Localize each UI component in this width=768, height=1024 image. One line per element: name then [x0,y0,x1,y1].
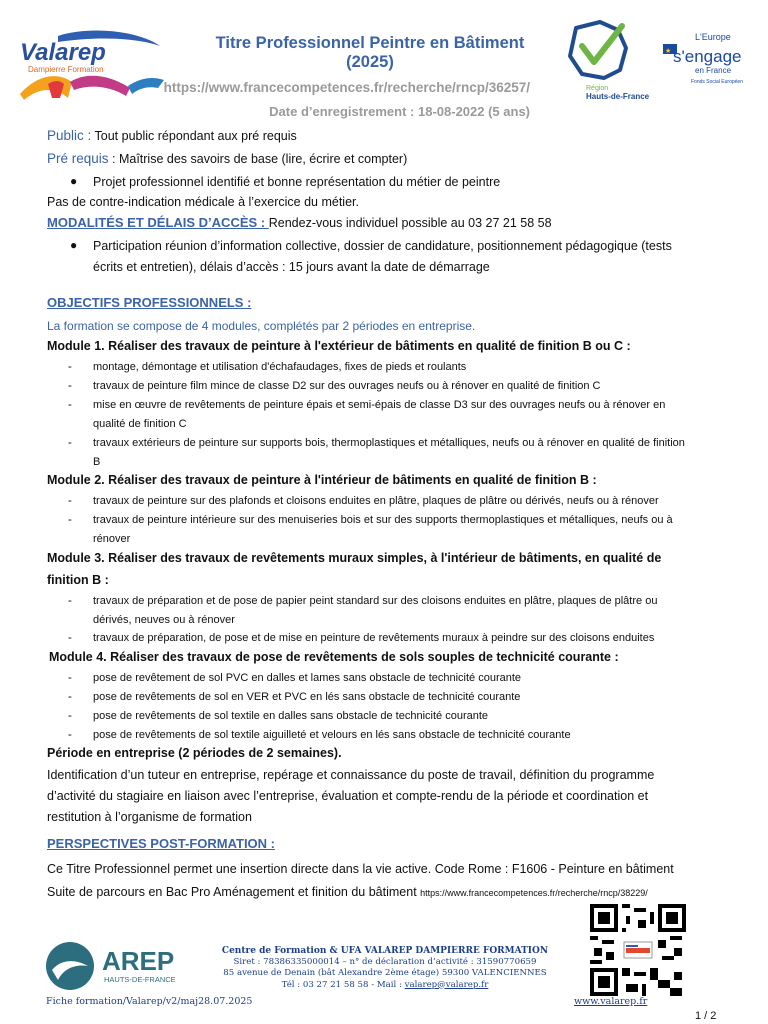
bullet-dot: ● [70,238,78,252]
document-title [170,34,570,72]
svg-text:Hauts-de-France: Hauts-de-France [586,92,650,101]
modalites-text: Rendez-vous individuel possible au 03 27 21 58 58 [268,216,552,230]
svg-text:Fonds Social Européen: Fonds Social Européen [691,79,743,85]
objectifs-intro: La formation se compose de 4 modules, complétés par 2 périodes en entreprise. [47,319,476,333]
dash-bullet: - [68,729,72,741]
periode-line: d’activité du stagiaire en liaison avec l’entreprise, évaluation et compte-rendu de la période et coordination et [47,789,649,803]
rncp-link[interactable]: https://www.francecompetences.fr/recherche/rncp/36257/ [163,80,530,95]
dash-bullet: - [68,514,72,526]
module-3-item-cont: dérivés, neuves ou à rénover [93,614,235,626]
public-line [47,128,297,144]
modalites-line [47,215,552,231]
periode-title: Période en entreprise (2 périodes de 2 semaines). [47,746,342,760]
module-3-title-line-2: finition B : [47,573,109,587]
prerequis-text: : Maîtrise des savoirs de base (lire, écrire et compter) [108,152,408,166]
svg-text:AREP: AREP [102,946,175,976]
periode-line: restitution à l’organisme de formation [47,810,252,824]
dash-bullet: - [68,380,72,392]
dash-bullet: - [68,361,72,373]
region-hauts-de-france-logo [560,18,650,102]
module-1-item: mise en œuvre de revêtements de peinture épais et semi-épais de classe D3 sur des ouvrages neufs ou à rénover en [93,399,666,411]
svg-text:L'Europe: L'Europe [695,32,731,42]
svg-text:s'engage: s'engage [673,47,742,66]
dash-bullet: - [68,399,72,411]
public-text: Tout public répondant aux pré requis [91,129,297,143]
dash-bullet: - [68,632,72,644]
footer-address: 85 avenue de Denain (bât Alexandre 2ème étage) 59300 VALENCIENNES [223,968,547,979]
footer-contact [215,980,555,991]
modalites-bullet-line-2: écrits et entretien), délais d’accès : 15 jours avant la date de démarrage [93,260,490,274]
module-4-item: pose de revêtements de sol textile en dalles sans obstacle de technicité courante [93,710,489,722]
footer-website-link[interactable]: www.valarep.fr [574,996,648,1007]
arep-logo [44,940,204,992]
dash-bullet: - [68,595,72,607]
footer-siret: Siret : 78386335000014 – n° de déclaration d’activité : 31590770659 [233,957,537,968]
perspectives-line-1: Ce Titre Professionnel permet une insertion directe dans la vie active. Code Rome : F1606 - Peinture en bâtiment [47,862,674,876]
footer-fiche-version: Fiche formation/Valarep/v2/maj28.07.2025 [46,996,253,1007]
dash-bullet: - [68,691,72,703]
module-1-item: travaux extérieurs de peinture sur supports bois, thermoplastiques et métalliques, neufs ou à rénover en qualité de finition [93,437,685,449]
footer-mail-link[interactable]: valarep@valarep.fr [404,979,489,990]
dash-bullet: - [68,495,72,507]
module-3-item: travaux de préparation et de pose de papier peint standard sur des cloisons enduites en plâtre, plaques de plâtre ou [93,595,658,607]
module-3-title-line-1: Module 3. Réaliser des travaux de revêtements muraux simples, à l'intérieur de bâtiments, en qualité de [47,551,662,565]
qr-code [590,904,686,996]
module-2-title: Module 2. Réaliser des travaux de peinture à l'intérieur de bâtiments en qualité de finition B : [47,473,597,487]
bullet-dot: ● [70,174,78,188]
perspectives-line-2 [47,884,648,901]
title-line-1: Titre Professionnel Peintre en Bâtiment [215,34,525,52]
modalites-bullet-line-1: Participation réunion d’information collective, dossier de candidature, positionnement pédagogique (tests [93,239,672,253]
module-2-item-cont: rénover [93,533,131,545]
europe-engage-logo [655,30,745,90]
svg-text:Valarep: Valarep [20,39,106,66]
module-4-title: Module 4. Réaliser des travaux de pose de revêtements de sols souples de technicité courante : [49,650,619,664]
svg-text:Région: Région [586,85,609,92]
prerequis-line [47,151,407,167]
perspectives-text: Suite de parcours en Bac Pro Aménagement et finition du bâtiment [47,885,421,899]
footer-center-title: Centre de Formation & UFA VALAREP DAMPIERRE FORMATION [221,946,549,956]
periode-line: Identification d’un tuteur en entreprise, repérage et connaissance du poste de travail, définition du programme [47,768,655,782]
public-label: Public : [47,128,92,143]
module-3-item: travaux de préparation, de pose et de mise en peinture de revêtements muraux à peindre sur des cloisons enduites [93,632,655,644]
objectifs-heading: OBJECTIFS PROFESSIONNELS : [47,295,252,310]
contre-indication: Pas de contre-indication médicale à l’exercice du métier. [47,195,359,209]
module-2-item: travaux de peinture intérieure sur des menuiseries bois et sur des supports thermoplastiques et métalliques, neufs ou à [93,514,673,526]
title-line-2: (2025) [346,53,394,71]
rncp-38229-link[interactable]: https://www.francecompetences.fr/recherche/rncp/38229/ [420,888,648,898]
module-1-item: travaux de peinture film mince de classe D2 sur des ouvrages neufs ou à rénover en qualité de finition C [93,380,601,392]
module-1-item: montage, démontage et utilisation d'échafaudages, fixes de pieds et roulants [93,361,467,373]
registration-date: Date d’enregistrement : 18-08-2022 (5 ans) [269,104,530,119]
footer-contact-info [215,946,555,991]
module-1-item-cont: B [93,456,101,468]
module-1-title: Module 1. Réaliser des travaux de peinture à l'extérieur de bâtiments en qualité de finition B ou C : [47,339,631,353]
dash-bullet: - [68,710,72,722]
prerequis-bullet: Projet professionnel identifié et bonne représentation du métier de peintre [93,175,501,189]
prerequis-label: Pré requis [47,151,109,166]
page-number: 1 / 2 [695,1010,717,1022]
footer-tel: Tél : 03 27 21 58 58 - Mail : [281,979,405,990]
module-4-item: pose de revêtement de sol PVC en dalles et lames sans obstacle de technicité courante [93,672,522,684]
svg-text:HAUTS-DE-FRANCE: HAUTS-DE-FRANCE [104,975,176,984]
perspectives-heading: PERSPECTIVES POST-FORMATION : [47,836,276,851]
svg-text:Dampierre Formation: Dampierre Formation [28,65,104,74]
module-1-item-cont: qualité de finition C [93,418,187,430]
svg-text:en France: en France [695,66,732,75]
dash-bullet: - [68,672,72,684]
module-4-item: pose de revêtements de sol en VER et PVC en lés sans obstacle de technicité courante [93,691,521,703]
svg-text:★: ★ [665,48,672,55]
module-2-item: travaux de peinture sur des plafonds et cloisons enduites en plâtre, plaques de plâtre ou dérivés, neufs ou à rénover [93,495,659,507]
dash-bullet: - [68,437,72,449]
modalites-label: MODALITÉS ET DÉLAIS D’ACCÈS : [47,215,269,230]
module-4-item: pose de revêtements de sol textile aiguilleté et velours en lés sans obstacle de technicité courante [93,729,571,741]
